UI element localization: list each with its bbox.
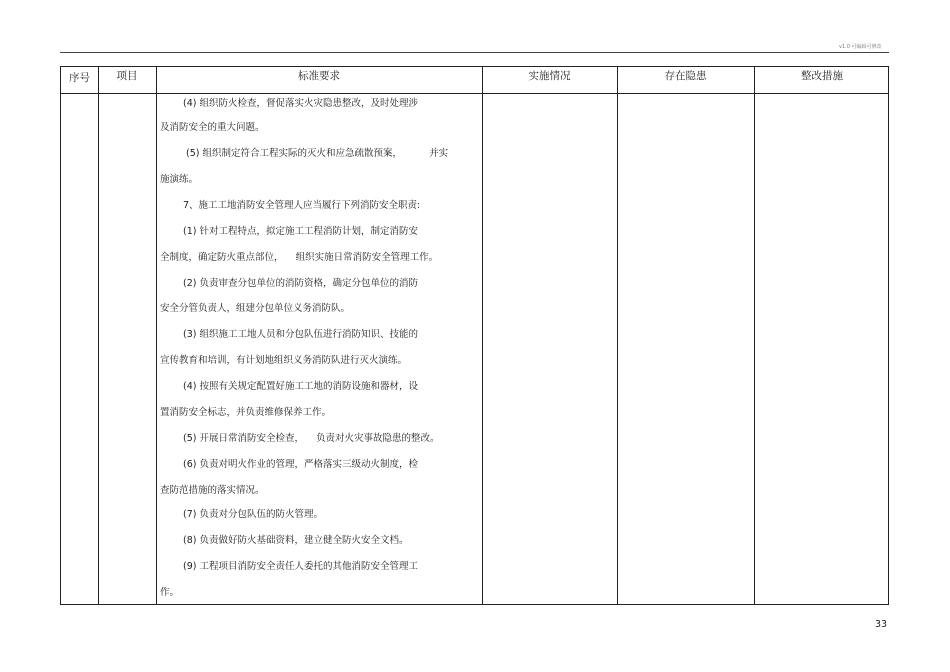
header-cell-index: 序号 bbox=[69, 72, 90, 84]
column-divider bbox=[482, 67, 483, 604]
content-line: 安全分管负责人，组建分包单位义务消防队。 bbox=[160, 303, 351, 314]
content-line: (6) 负责对明火作业的管理，严格落实三级动火制度，检 bbox=[183, 459, 418, 470]
column-divider bbox=[156, 67, 157, 604]
content-line: (5) 组织制定符合工程实际的灭火和应急疏散预案， 并实 bbox=[186, 148, 449, 159]
content-line: 全制度，确定防火重点部位， 组织实施日常消防安全管理工作。 bbox=[160, 252, 439, 263]
header-row-divider bbox=[61, 93, 888, 94]
content-line: 作。 bbox=[160, 587, 180, 598]
column-divider bbox=[754, 67, 755, 604]
header-cell-item: 项目 bbox=[116, 70, 138, 82]
column-divider bbox=[617, 67, 618, 604]
top-rule bbox=[60, 52, 889, 53]
content-line: 7、施工工地消防安全管理人应当履行下列消防安全职责: bbox=[183, 200, 421, 211]
content-line: 查防范措施的落实情况。 bbox=[160, 485, 265, 496]
content-line: 施演练。 bbox=[160, 174, 199, 185]
content-line: 宣传教育和培训，有计划地组织义务消防队进行灭火演练。 bbox=[160, 355, 408, 366]
inspection-table bbox=[60, 66, 889, 605]
content-line: (3) 组织施工工地人员和分包队伍进行消防知识、技能的 bbox=[183, 329, 418, 340]
content-line: (9) 工程项目消防安全责任人委托的其他消防安全管理工 bbox=[183, 561, 418, 572]
content-line: (4) 按照有关规定配置好施工工地的消防设施和器材，设 bbox=[183, 381, 418, 392]
header-cell-hazards: 存在隐患 bbox=[664, 70, 707, 82]
header-cell-corrective-measures: 整改措施 bbox=[801, 70, 843, 82]
content-line: (4) 组织防火检查，督促落实火灾隐患整改，及时处理涉 bbox=[183, 98, 418, 109]
content-line: (2) 负责审查分包单位的消防资格，确定分包单位的消防 bbox=[183, 278, 418, 289]
content-line: (7) 负责对分包队伍的防火管理。 bbox=[183, 509, 323, 520]
header-cell-standard: 标准要求 bbox=[298, 70, 340, 82]
column-divider bbox=[98, 67, 99, 604]
page-number: 33 bbox=[875, 619, 888, 630]
content-line: (8) 负责做好防火基础资料，建立健全防火安全文档。 bbox=[183, 535, 409, 546]
content-line: (1) 针对工程特点，拟定施工工程消防计划，制定消防安 bbox=[183, 226, 418, 237]
header-cell-implementation: 实施情况 bbox=[528, 70, 571, 82]
content-line: 置消防安全标志，并负责维修保养工作。 bbox=[160, 407, 332, 418]
version-label: v1.0 可编辑可修改 bbox=[839, 44, 882, 50]
content-line: (5) 开展日常消防安全检查， 负责对火灾事故隐患的整改。 bbox=[183, 433, 440, 444]
content-line: 及消防安全的重大问题。 bbox=[160, 122, 265, 133]
